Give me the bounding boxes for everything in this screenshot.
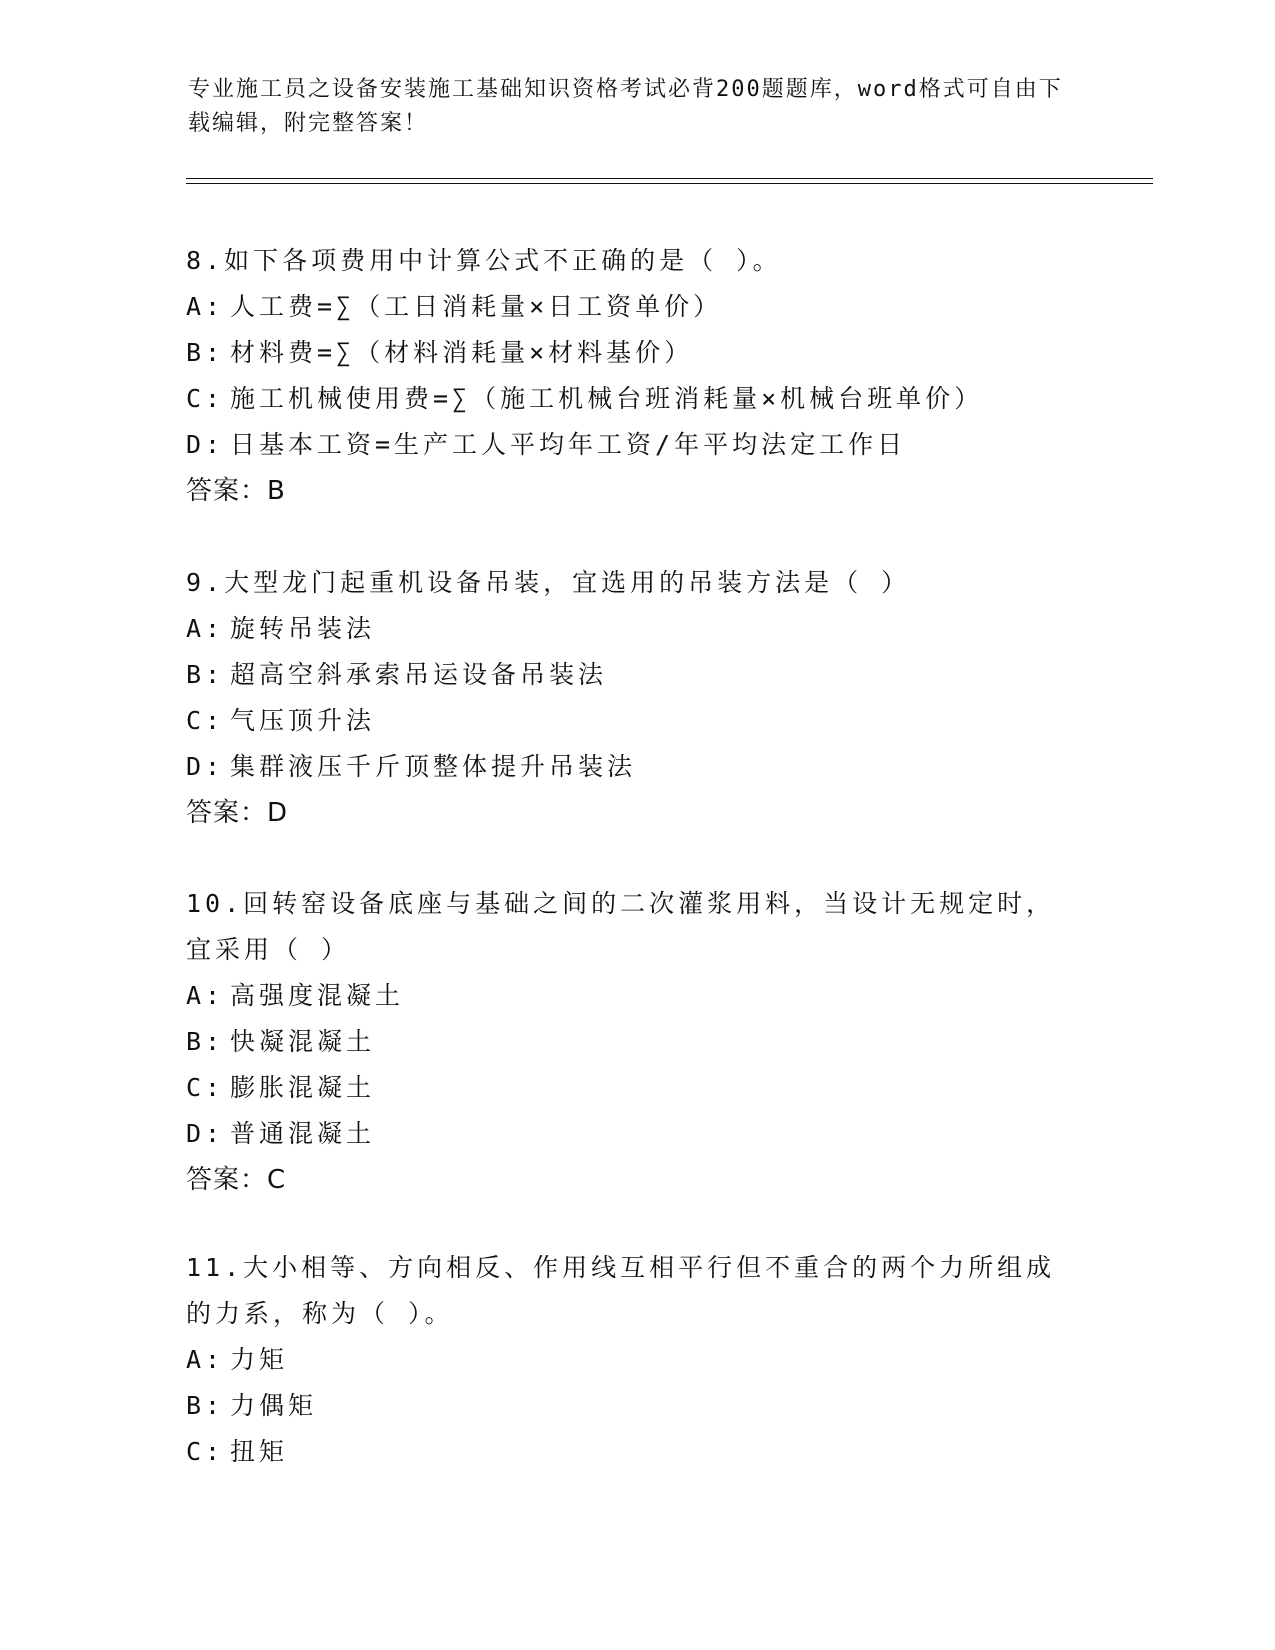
option-letter: D: [186,1119,225,1148]
option-letter: C: [186,1437,225,1466]
option-letter: C: [186,1073,225,1102]
option-text: 人工费=∑（工日消耗量×日工资单价） [230,292,723,321]
option-letter: B: [186,1027,225,1056]
answer-line [186,1157,1066,1203]
answer-label: 答案： [186,1165,268,1195]
option-a [186,606,1066,652]
option-b [186,330,1066,376]
answer-value: B [267,476,286,506]
option-text: 气压顶升法 [230,706,376,735]
option-a [186,1337,1066,1383]
option-text: 力矩 [230,1345,289,1374]
header-rule-top [186,178,1153,179]
option-text: 日基本工资=生产工人平均年工资/年平均法定工作日 [230,430,907,459]
option-letter: B: [186,660,225,689]
option-text: 高强度混凝土 [230,981,405,1010]
option-text: 集群液压千斤顶整体提升吊装法 [230,752,637,781]
option-text: 材料费=∑（材料消耗量×材料基价） [230,338,694,367]
option-c [186,698,1066,744]
option-text: 施工机械使用费=∑（施工机械台班消耗量×机械台班单价） [230,384,984,413]
answer-label: 答案： [186,476,268,506]
question-stem: 11.大小相等、方向相反、作用线互相平行但不重合的两个力所组成的力系，称为（ ）。 [186,1253,1056,1328]
option-letter: A: [186,292,225,321]
option-text: 旋转吊装法 [230,614,376,643]
option-letter: B: [186,1391,225,1420]
option-letter: A: [186,614,225,643]
option-d [186,744,1066,790]
option-b [186,652,1066,698]
option-c [186,376,1066,422]
option-c [186,1065,1066,1111]
answer-value: D [267,798,289,828]
option-text: 膨胀混凝土 [230,1073,376,1102]
option-letter: C: [186,384,225,413]
option-letter: D: [186,430,225,459]
question-11 [186,1245,1066,1475]
option-letter: A: [186,1345,225,1374]
option-d [186,422,1066,468]
option-letter: A: [186,981,225,1010]
option-text: 超高空斜承索吊运设备吊装法 [230,660,608,689]
question-stem: 8.如下各项费用中计算公式不正确的是（ ）。 [186,246,782,275]
option-a [186,973,1066,1019]
question-10 [186,881,1066,1203]
answer-line [186,468,1066,514]
answer-label: 答案： [186,798,268,828]
question-9 [186,560,1066,836]
question-8 [186,238,1066,514]
option-b [186,1019,1066,1065]
option-letter: B: [186,338,225,367]
option-text: 快凝混凝土 [230,1027,376,1056]
option-b [186,1383,1066,1429]
option-text: 普通混凝土 [230,1119,376,1148]
option-text: 扭矩 [230,1437,289,1466]
answer-line [186,790,1066,836]
option-letter: C: [186,706,225,735]
answer-value: C [267,1165,287,1195]
question-stem: 9.大型龙门起重机设备吊装，宜选用的吊装方法是（ ） [186,568,911,597]
option-letter: D: [186,752,225,781]
option-c [186,1429,1066,1475]
option-text: 力偶矩 [230,1391,318,1420]
option-a [186,284,1066,330]
header-rule-bottom [186,183,1153,184]
question-stem: 10.回转窑设备底座与基础之间的二次灌浆用料，当设计无规定时，宜采用（ ） [186,889,1056,964]
document-header: 专业施工员之设备安装施工基础知识资格考试必背200题题库，word格式可自由下载编辑，附完整答案！ [188,77,1063,136]
option-d [186,1111,1066,1157]
